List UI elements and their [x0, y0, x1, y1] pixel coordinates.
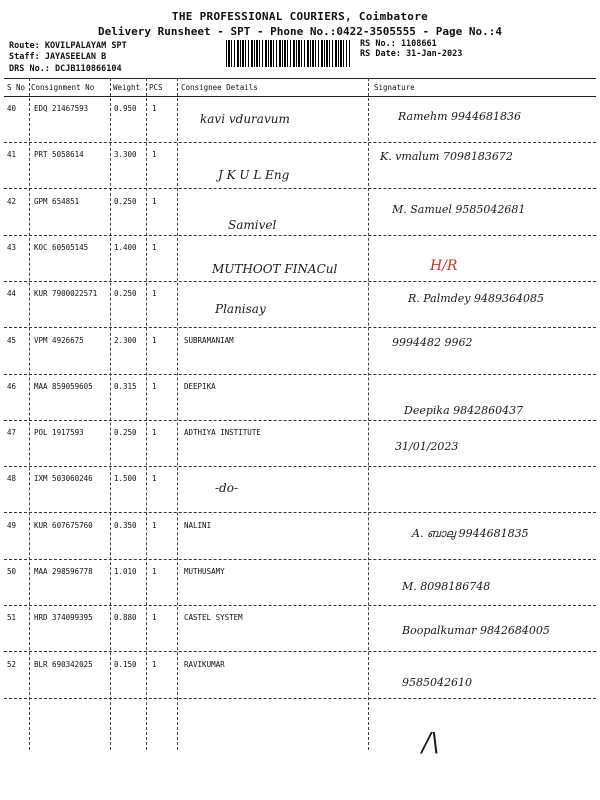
col-sno: S No: [7, 83, 26, 92]
handwritten-signature: 31/01/2023: [395, 440, 459, 453]
row-consignment: HRD 374099395: [34, 613, 93, 623]
row-weight: 0.250: [114, 196, 137, 206]
row-pcs: 1: [152, 567, 157, 576]
row-pcs: 1: [152, 659, 157, 669]
handwritten-consignee: -do-: [215, 481, 239, 495]
row-sno: 51: [7, 613, 17, 623]
row-weight: 1.500: [114, 474, 137, 484]
rs-number: RS No.: 1108661: [360, 39, 437, 49]
row-pcs: 1: [152, 104, 157, 113]
row-weight: 0.250: [114, 289, 137, 299]
row-sno: 45: [7, 335, 17, 345]
row-weight: 3.300: [114, 150, 137, 160]
handwritten-signature: A. ബാലു 9944681835: [412, 527, 529, 540]
handwritten-signature: Deepika 9842860437: [404, 404, 524, 417]
row-weight: 0.315: [114, 381, 137, 391]
row-consignment: PRT 5058614: [34, 150, 84, 160]
handwritten-signature: H/R: [430, 258, 458, 274]
barcode: [226, 40, 350, 67]
row-consignee: ADTHIYA INSTITUTE: [184, 428, 261, 438]
row-pcs: 1: [152, 520, 157, 530]
runsheet-title: Delivery Runsheet - SPT - Phone No.:0422-3505555 - Page No.:4: [98, 25, 502, 38]
row-consignment: IXM 503060246: [34, 474, 93, 484]
row-consignee: RAVIKUMAR: [184, 659, 225, 669]
row-consignment: GPM 654851: [34, 196, 80, 206]
col-weight: Weight: [113, 83, 141, 92]
row-pcs: 1: [152, 381, 157, 391]
drs-number: DRS No.: DCJB110866104: [9, 64, 122, 74]
row-consignee: DEEPIKA: [184, 381, 216, 391]
row-sno: 50: [7, 567, 17, 576]
row-sno: 44: [7, 289, 17, 299]
row-pcs: 1: [152, 428, 157, 438]
row-consignee: MUTHUSAMY: [184, 567, 225, 576]
handwritten-signature: Ramehm 9944681836: [398, 110, 522, 123]
row-consignment: MAA 859059605: [34, 381, 93, 391]
row-consignment: MAA 298596778: [34, 567, 93, 576]
row-sno: 52: [7, 659, 17, 669]
row-consignee: SUBRAMANIAM: [184, 335, 234, 345]
col-consignment: Consignment No: [31, 83, 95, 92]
col-pcs: PCS: [149, 83, 163, 92]
col-consignee: Consignee Details: [181, 83, 258, 92]
row-consignee: NALINI: [184, 520, 212, 530]
handwritten-signature: K. vmalum 7098183672: [380, 150, 513, 163]
row-consignment: KOC 60505145: [34, 242, 89, 252]
row-sno: 43: [7, 242, 17, 252]
table-row: [4, 466, 596, 513]
row-consignment: VPM 4926675: [34, 335, 84, 345]
row-sno: 47: [7, 428, 17, 438]
row-sno: 49: [7, 520, 17, 530]
table-header: [4, 78, 596, 97]
handwritten-consignee: Planisay: [215, 302, 266, 316]
col-signature: Signature: [374, 83, 415, 92]
handwritten-signature: Boopalkumar 9842684005: [402, 624, 550, 637]
row-consignment: EDQ 21467593: [34, 104, 89, 113]
row-pcs: 1: [152, 242, 157, 252]
row-sno: 40: [7, 104, 17, 113]
row-consignee: CASTEL SYSTEM: [184, 613, 243, 623]
handwritten-signature: R. Palmdey 9489364085: [408, 292, 544, 305]
row-pcs: 1: [152, 335, 157, 345]
handwritten-consignee: Samivel: [228, 218, 277, 232]
row-weight: 0.250: [114, 428, 137, 438]
row-pcs: 1: [152, 150, 157, 160]
handwritten-signature: M. 8098186748: [402, 580, 491, 593]
table-row: [4, 328, 596, 375]
row-consignment: KUR 7900022571: [34, 289, 98, 299]
row-consignment: BLR 690342025: [34, 659, 93, 669]
handwritten-consignee: MUTHOOT FINACul: [212, 262, 338, 276]
row-consignment: POL 1917593: [34, 428, 84, 438]
row-sno: 48: [7, 474, 17, 484]
handwritten-mark: /\: [422, 728, 440, 758]
row-weight: 2.300: [114, 335, 137, 345]
handwritten-signature: 9585042610: [402, 676, 472, 689]
row-consignment: KUR 607675760: [34, 520, 93, 530]
handwritten-signature: 9994482 9962: [392, 336, 473, 349]
staff-label: Staff: JAYASEELAN B: [9, 52, 107, 62]
route-label: Route: KOVILPALAYAM SPT: [9, 41, 127, 51]
handwritten-consignee: J K U L Eng: [218, 168, 290, 182]
handwritten-signature: M. Samuel 9585042681: [392, 203, 526, 216]
row-weight: 1.010: [114, 567, 137, 576]
row-pcs: 1: [152, 474, 157, 484]
row-weight: 0.150: [114, 659, 137, 669]
company-title: THE PROFESSIONAL COURIERS, Coimbatore: [171, 10, 429, 23]
row-pcs: 1: [152, 613, 157, 623]
row-weight: 0.350: [114, 520, 137, 530]
row-sno: 46: [7, 381, 17, 391]
row-weight: 0.950: [114, 104, 137, 113]
row-sno: 42: [7, 196, 17, 206]
rs-date: RS Date: 31-Jan-2023: [360, 49, 463, 59]
row-sno: 41: [7, 150, 17, 160]
handwritten-consignee: kavi vduravum: [200, 112, 290, 126]
row-weight: 0.880: [114, 613, 137, 623]
row-pcs: 1: [152, 196, 157, 206]
row-pcs: 1: [152, 289, 157, 299]
row-weight: 1.400: [114, 242, 137, 252]
